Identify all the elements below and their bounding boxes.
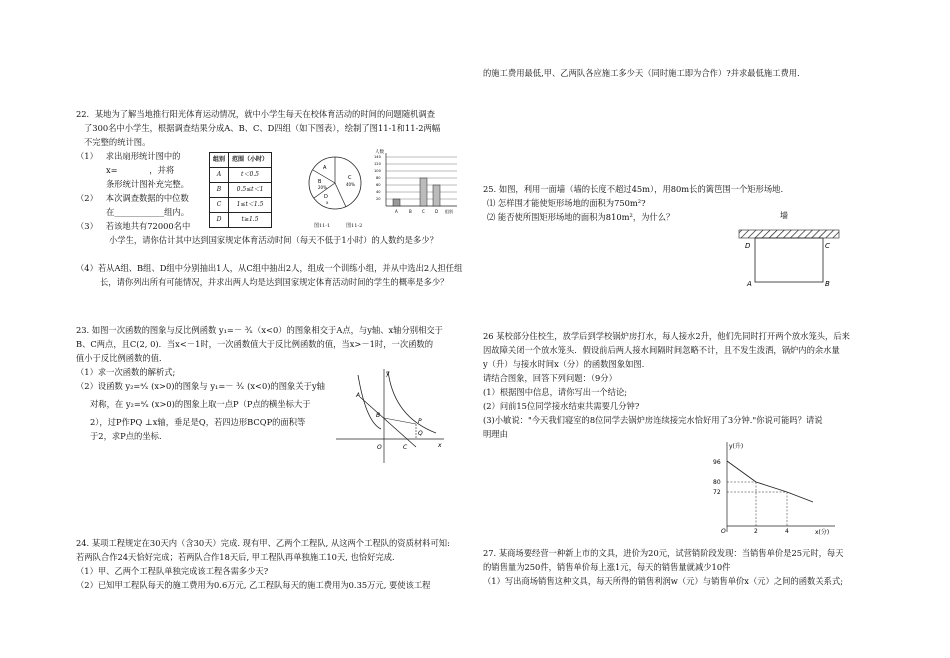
bar-x-labels	[395, 208, 453, 214]
pie-label: 20%	[318, 185, 327, 190]
bar-x-label: B	[409, 209, 412, 214]
q23-line: 2），过P作PQ ⊥x轴，垂足是Q，若四边形BCQP的面积等	[90, 417, 306, 427]
question-23	[76, 323, 464, 451]
q26-line: 26 某校部分住校生，放学后到学校锅炉房打水，每人接水2升，他们先同时打开两个放水笼头，后来	[483, 331, 850, 341]
q22-sub-and-figures	[76, 149, 464, 263]
q22-sub1-text2: ，并将	[149, 165, 175, 175]
bar-x-label: 组别	[445, 209, 453, 214]
bar-y-ticks	[374, 155, 382, 201]
bar-y-label: 人数	[375, 150, 384, 155]
q27-line: （1）写出商场销售这种文具，每天所得的销售利润w（元）与销售单价x（元）之间的函数关系式;	[483, 576, 844, 586]
bar-a	[393, 199, 400, 206]
q22-sub3-continuation: 小学生，请你估计其中达到国家规定体育活动时间（每天不低于1小时）的人数约是多少？	[109, 235, 438, 245]
graph-y-tick: 96	[713, 459, 721, 466]
hyperbola-left	[358, 375, 381, 429]
table-cell: C	[210, 198, 229, 213]
bar-chart-figure	[373, 147, 461, 219]
q27-line: 27. 某商场要经营一种新上市的文具，进价为20元，试营销阶段发现：当销售单价是25元时，每天	[483, 548, 844, 558]
hyperbola-right	[388, 371, 436, 433]
q24-line: （2）已知甲工程队每天的施工费用为0.6万元, 乙工程队每天的施工费用为0.35万元, 要使该工程	[76, 580, 431, 590]
graph-x-label: x(分)	[815, 529, 830, 536]
q26-line: 因故障关闭一个放水笼头．假设前后两人接水间隔时间忽略不计，且不发生泼洒，锅炉内的余水量	[483, 345, 840, 355]
table-header: 组别	[210, 153, 229, 168]
q22-sub4: （4）若从A组、B组、D组中分别抽出1人，从C组中抽出2人，组成一个训练小组，并从中选出2人担任组长，请你列出所有可能情况，并求出两人均是达到国家规定体育活动时间的学生的概率是多少？	[76, 263, 463, 287]
graph-x-tick: 2	[754, 528, 758, 535]
axis-label-y: y	[386, 370, 390, 377]
bar-y-tick: 40	[376, 190, 381, 194]
segment-two-taps	[727, 461, 756, 482]
q23-line: 对称，在 y₂=ᵃ⁄ₓ (x>0)的图象上取一点P（P点的横坐标大于	[90, 399, 311, 409]
figure-caption: 图11-1 图11-2	[314, 223, 363, 229]
pie-label: D	[324, 194, 328, 200]
table-header: 范围（小时）	[229, 153, 272, 168]
corner-label-c: C	[825, 242, 830, 250]
corner-label-a: A	[747, 280, 752, 288]
bar-d	[433, 185, 440, 206]
q22-sub2-text: 本次调查数据的中位数	[105, 193, 189, 203]
q23-line: （2）设函数 y₂=ᵃ⁄ₓ (x>0)的图象与 y₁=－ ³⁄ₓ (x<0)的图象关于y轴	[76, 381, 325, 391]
point-label-p: P	[418, 418, 422, 425]
q22-line: 22．某地为了解当地推行阳光体育运动情况，就中小学生每天在校体育活动的时间的问题随机调查	[76, 109, 436, 119]
q24-continuation	[483, 66, 875, 80]
q23-function-figure	[336, 367, 446, 465]
bar-y-tick: 140	[374, 155, 381, 159]
bar-x-label: C	[422, 209, 425, 214]
table-cell: A	[210, 168, 229, 183]
q22-line: 了300名中小学生，根据调查结果分成A、B、C、D四组（如下图表），绘制了图11-1和11-2两幅	[84, 123, 441, 133]
axis-label-x: x	[438, 442, 442, 449]
segment-one-tap-extended	[787, 492, 813, 502]
q25-line: 25. 如图，利用一面墙（墙的长度不超过45m），用80m长的篱笆围一个矩形场地.	[483, 184, 784, 194]
graph-y-label: y(升)	[729, 443, 744, 450]
graph-origin: O	[721, 528, 726, 535]
q24-line: 若两队合作24天恰好完成；若两队合作18天后, 甲工程队再单独施工10天, 也恰好完成.	[76, 552, 395, 562]
linear-line	[360, 397, 416, 447]
question-26	[483, 329, 875, 536]
q22-sub2-text2: 在	[106, 207, 115, 217]
rectangle-field	[755, 238, 823, 282]
q26-line: y（升）与接水时间x（分）的函数图象如图．	[483, 359, 651, 369]
point-label-b: B	[376, 412, 381, 419]
q22-sub1-text3: 条形统计图补充完整。	[106, 179, 189, 189]
q23-line: 于2，求P点的坐标.	[90, 431, 162, 441]
q22-subquestions: （1） 求出扇形统计图中的 x= ，并将 条形统计图补充完整。 （2） 本次调查数据的中位数 在____________组内。 （3） 若该地共有72000名中	[76, 149, 206, 233]
q26-line: (1）根据图中信息，请你写出一个结论;	[483, 387, 628, 397]
q22-sub2-num: （2）	[76, 193, 98, 203]
bar-y-tick: 80	[376, 176, 381, 180]
q24-continuation-line: 的施工费用最低,甲、乙两队各应施工多少天（同时施工即为合作）?并求最低施工费用.	[483, 68, 800, 78]
group-range-table	[209, 152, 272, 228]
q22-sub3-text: 若该地共有72000名中	[105, 221, 191, 231]
q25-line: ⑵ 能否使所围矩形场地的面积为810m²，为什么？	[487, 212, 675, 222]
q26-line: 明理由	[483, 429, 508, 439]
question-22	[76, 107, 464, 289]
table-cell: 1≤t＜1.5	[229, 198, 272, 213]
q22-sub1-x: x=	[106, 165, 118, 175]
table-cell: t≥1.5	[229, 213, 272, 228]
bar-y-tick: 120	[374, 162, 381, 166]
q22-sub2-text3: 组内。	[164, 207, 189, 217]
question-25	[483, 182, 875, 288]
table-cell: 0.5≤t＜1	[229, 183, 272, 198]
graph-x-tick: 4	[785, 528, 789, 535]
q26-line: (2）问前15位同学接水结束共需要几分钟?	[483, 401, 640, 411]
table-cell: B	[210, 183, 229, 198]
table-cell: D	[210, 213, 229, 228]
pie-label: B	[318, 179, 322, 185]
q27-line: 的销售量为250件，销售单价每上涨1元，每天的销售量就减少10件	[483, 562, 731, 572]
question-24	[76, 536, 464, 592]
bar-y-tick: 100	[374, 169, 381, 173]
corner-label-d: D	[745, 242, 751, 250]
wall-label: 墙	[780, 211, 788, 220]
point-label-o: O	[377, 444, 382, 451]
q24-line: （1）甲、乙两个工程队单独完成该工程各需多少天?	[76, 566, 269, 576]
pie-label: A	[323, 165, 327, 171]
graph-y-tick: 80	[713, 479, 721, 486]
q22-sub1-text: 求出扇形统计图中的	[105, 151, 181, 161]
q22-sub3-num: （3）	[76, 221, 98, 231]
graph-y-tick: 72	[713, 489, 721, 496]
q23-line: （1）求一次函数的解析式;	[76, 367, 176, 377]
q23-line: 23. 如图一次函数的图象与反比例函数 y₁=－ ³⁄ₓ（x<0）的图象相交于A点，与y轴、x轴分别相交于	[76, 325, 443, 335]
bar-c	[420, 178, 427, 206]
pie-label: C	[348, 175, 352, 181]
bar-x-label: A	[395, 209, 398, 214]
point-label-c: C	[403, 444, 408, 451]
bar-y-tick: 60	[376, 183, 381, 187]
point-label-q: Q	[418, 430, 423, 437]
q23-line: 值小于反比例函数的值．	[76, 353, 168, 363]
bar-x-label: D	[435, 209, 439, 214]
corner-label-b: B	[825, 280, 830, 288]
pie-label: x	[326, 200, 329, 205]
q26-water-graph	[709, 440, 839, 538]
bar-y-tick: 20	[376, 197, 381, 201]
wall	[739, 230, 839, 238]
question-27	[483, 546, 875, 588]
q26-line: (3)小敏说："今天我们寝室的8位同学去锅炉房连续接完水恰好用了3分钟."你说可能吗？请说	[483, 415, 823, 425]
pie-chart-figure	[306, 153, 364, 215]
q25-line: ⑴ 怎样围才能使矩形场地的面积为750m²?	[487, 198, 646, 208]
segment-one-tap	[756, 482, 787, 492]
q23-line: B、C两点，且C(2, 0)．当x<－1时，一次函数值大于反比例函数的值，当x>－1时，一次函数的	[76, 339, 434, 349]
q22-sub1-num: （1）	[76, 151, 98, 161]
q22-line: 不完整的统计图。	[84, 137, 151, 147]
q25-wall-figure	[733, 210, 843, 290]
q24-line: 24. 某项工程规定在30天内（含30天）完成. 现有甲、乙两个工程队, 从这两个工程队的资质材料可知:	[76, 538, 450, 548]
table-cell: t＜0.5	[229, 168, 272, 183]
point-label-a: A	[356, 392, 361, 399]
q26-line: 请结合图象，回答下列问题：（9分）	[483, 373, 617, 383]
pie-label: 40%	[346, 182, 355, 187]
